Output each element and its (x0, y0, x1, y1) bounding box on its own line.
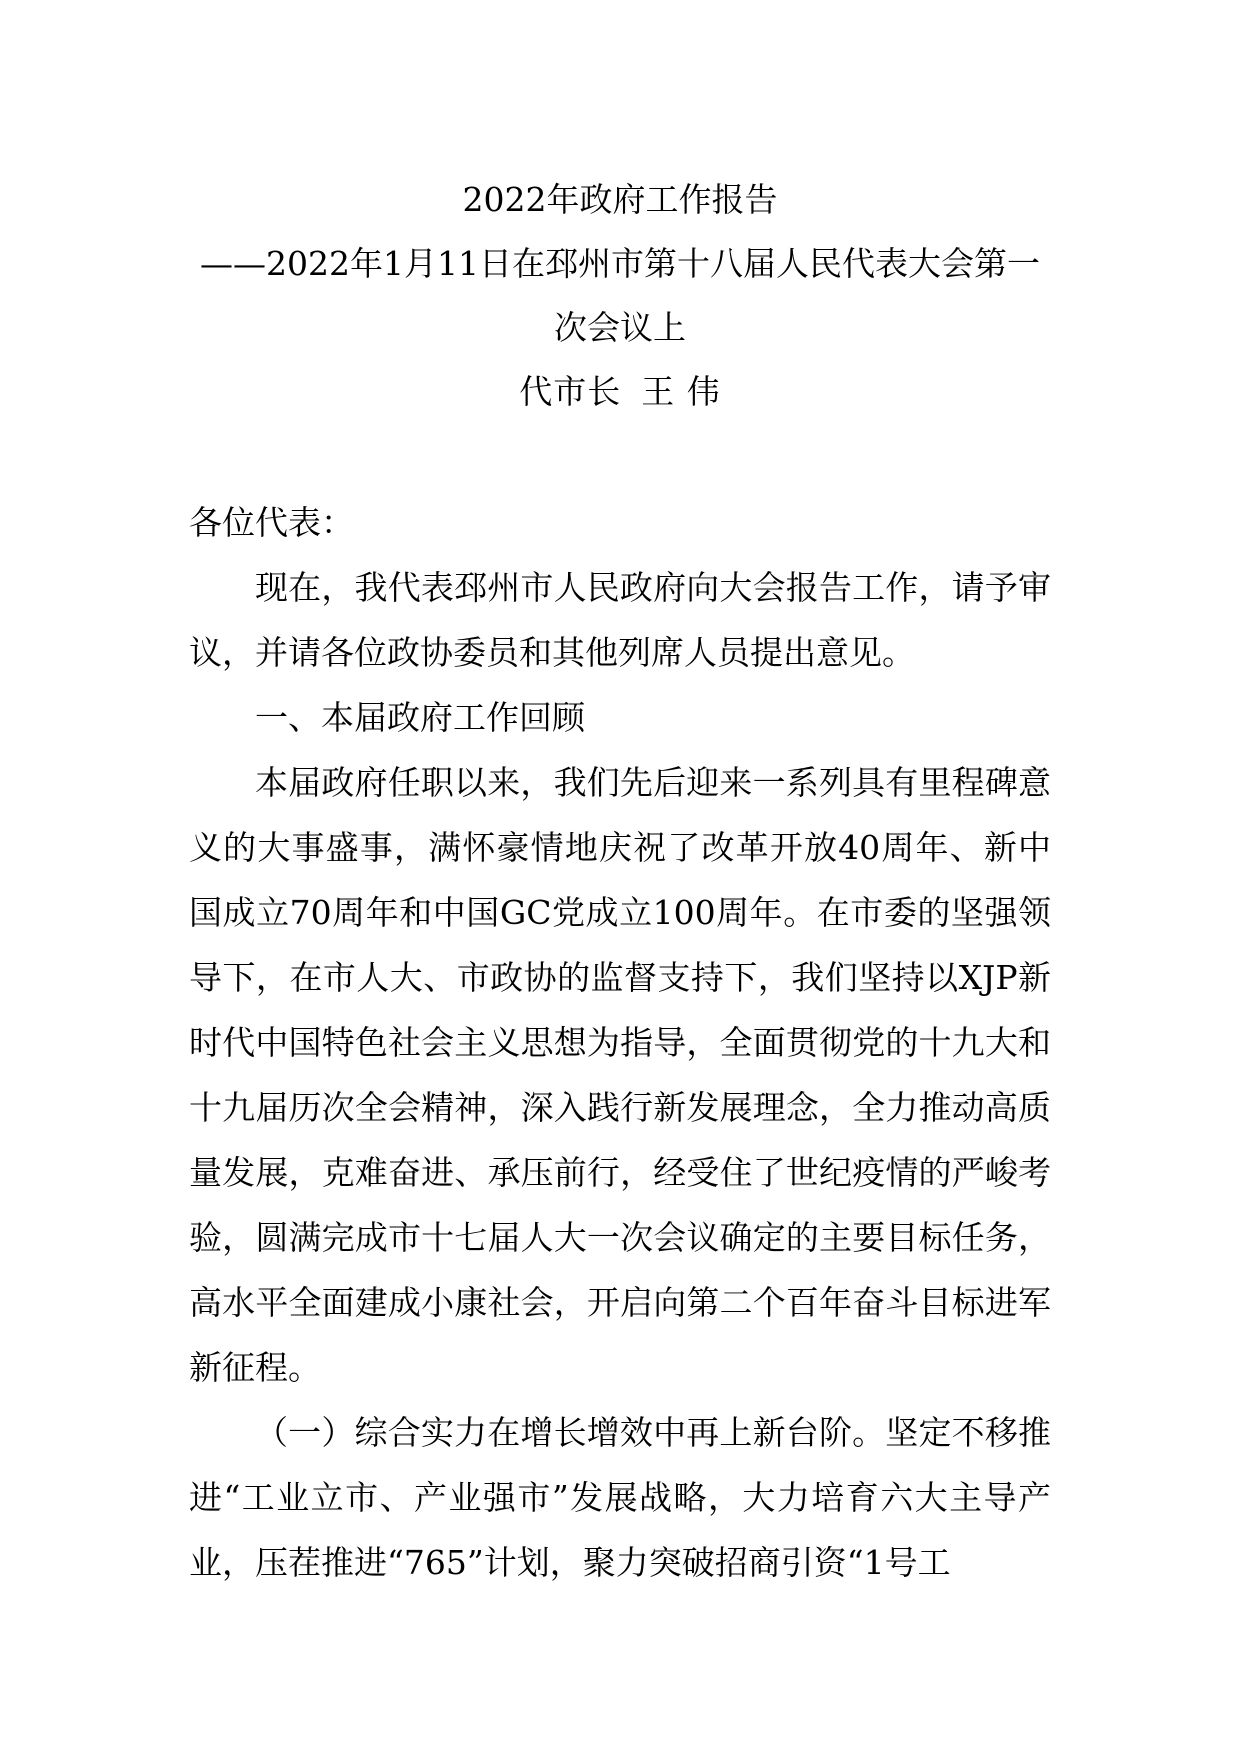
section-heading: 一、本届政府工作回顾 (255, 698, 585, 737)
document-title: 2022年政府工作报告 (462, 180, 778, 219)
paragraph-intro: 现在，我代表邳州市人民政府向大会报告工作，请予审议，并请各位政协委员和其他列席人员提出意见。 (189, 568, 1051, 672)
paragraph-review: 本届政府任职以来，我们先后迎来一系列具有里程碑意义的大事盛事，满怀豪情地庆祝了改革开放40周年、新中国成立70周年和中国GC党成立100周年。在市委的坚强领导下，在市人大、市政协的监督支持下，我们坚持以XJP新时代中国特色社会主义思想为指导，全面贯彻党的十九大和十九届历次全会精神，深入践行新发展理念，全力推动高质量发展，克难奋进、承压前行，经受住了世纪疫情的严峻考验，圆满完成市十七届人大一次会议确定的主要目标任务，高水平全面建成小康社会，开启向第二个百年奋斗目标进军新征程。 (189, 763, 1051, 1387)
author-role: 代市长 (519, 372, 622, 411)
author-line (189, 360, 1051, 424)
document-body (189, 490, 1051, 1595)
author-name: 王 伟 (641, 372, 721, 411)
paragraph-economy: （一）综合实力在增长增效中再上新台阶。坚定不移推进“工业立市、产业强市”发展战略，大力培育六大主导产业，压茬推进“765”计划，聚力突破招商引资“1号工 (189, 1413, 1051, 1582)
document-subtitle: ——2022年1月11日在邳州市第十八届人民代表大会第一次会议上 (200, 244, 1040, 347)
salutation: 各位代表： (189, 503, 354, 542)
